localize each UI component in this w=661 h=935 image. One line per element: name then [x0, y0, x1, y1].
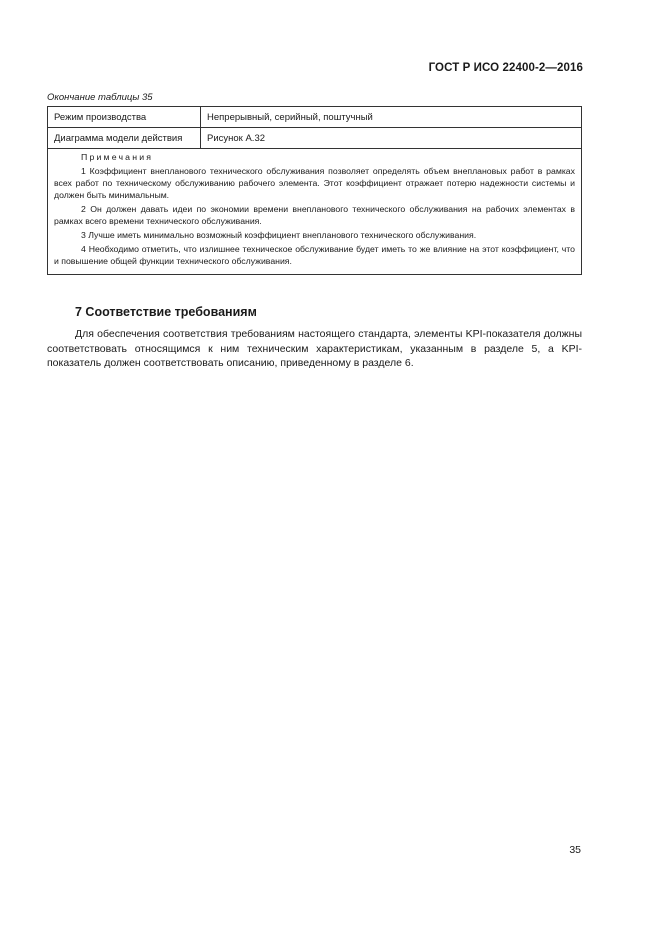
section-paragraph: Для обеспечения соответствия требованиям настоящего стандарта, элементы KPI-показателя должны соответствовать относящимся к ним техническим характеристикам, указанным в разделе 5, а KPI-показатель должен соответствовать описанию, приведенному в разделе 6.: [47, 328, 582, 369]
note-item: 1 Коэффициент внепланового технического обслуживания позволяет определять объем внеплановых работ в рамках всех работ по техническому обслуживанию рабочего элемента. Этот коэффициент отражает потерю надежности системы и должен быть минимальным.: [54, 166, 575, 200]
standard-designation: ГОСТ Р ИСО 22400-2—2016: [428, 62, 583, 74]
note-item: 4 Необходимо отметить, что излишнее техническое обслуживание будет иметь то же влияние на этот коэффициент, что и повышение общей функции технического обслуживания.: [54, 244, 575, 266]
note-item: 3 Лучше иметь минимально возможный коэффициент внепланового технического обслуживания.: [81, 230, 477, 240]
note-item: 2 Он должен давать идеи по экономии времени внепланового технического обслуживания на рабочих элементах в рамках всего времени технического обслуживания.: [54, 204, 575, 226]
notes-title: Примечания: [81, 152, 154, 162]
notes-cell: [48, 149, 582, 275]
kpi-table: [47, 106, 582, 275]
table-caption: Окончание таблицы 35: [47, 92, 153, 103]
table-cell-label: Диаграмма модели действия: [48, 128, 201, 149]
page-number: 35: [569, 844, 581, 856]
table-row: [48, 128, 582, 149]
table-cell-value: Рисунок А.32: [201, 128, 582, 149]
table-cell-value: Непрерывный, серийный, поштучный: [201, 107, 582, 128]
section-heading: 7 Соответствие требованиям: [75, 305, 257, 319]
table-cell-label: Режим производства: [48, 107, 201, 128]
notes-row: [48, 149, 582, 275]
table-row: [48, 107, 582, 128]
